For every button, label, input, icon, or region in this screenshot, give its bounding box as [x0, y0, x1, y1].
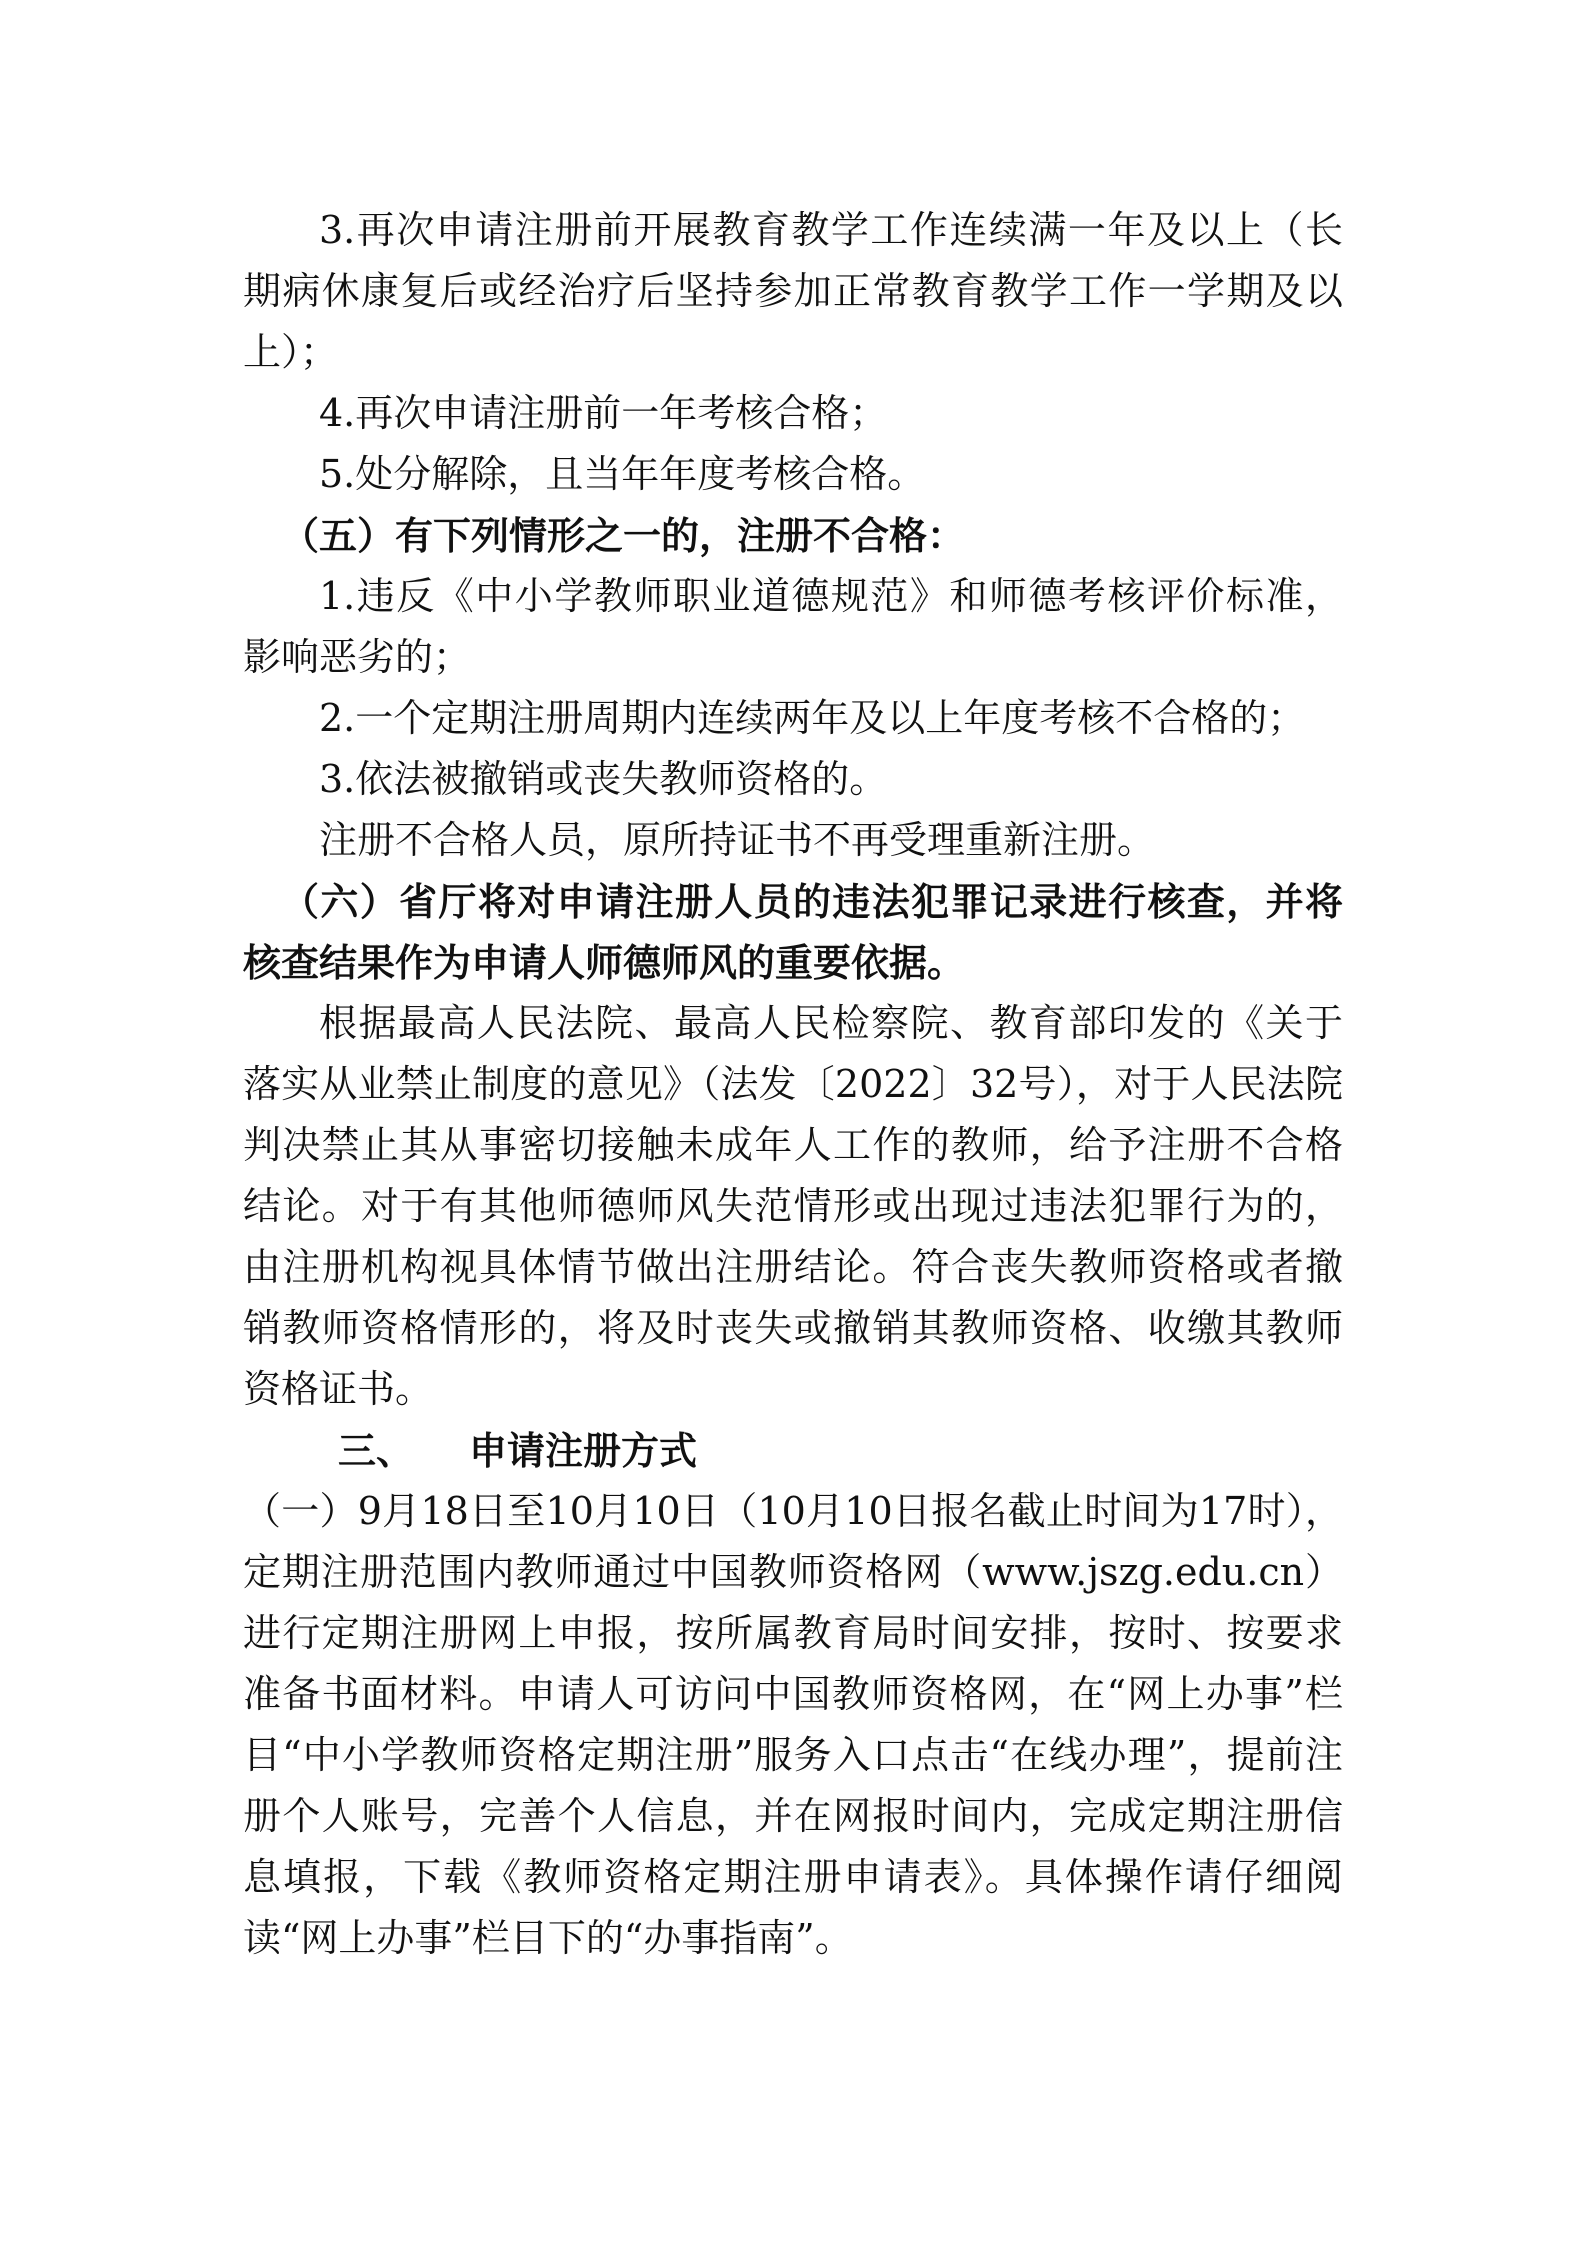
section-number: 三、 [338, 1428, 415, 1473]
paragraph-condition-3: 3.再次申请注册前开展教育教学工作连续满一年及以上（长期病休康复后或经治疗后坚持参加正常教育教学工作一学期及以上）； [243, 208, 1343, 374]
paragraph-condition-5: 5.处分解除，且当年年度考核合格。 [319, 452, 926, 496]
document-body [243, 200, 1343, 1969]
paragraph-condition-4: 4.再次申请注册前一年考核合格； [319, 391, 888, 435]
subheading-six: （六）省厅将对申请注册人员的违法犯罪记录进行核查，并将核查结果作为申请人师德师风的重要依据。 [243, 879, 1343, 985]
subheading-five: （五）有下列情形之一的，注册不合格： [281, 513, 966, 558]
paragraph-unqualified-note: 注册不合格人员，原所持证书不再受理重新注册。 [319, 818, 1156, 862]
paragraph-unqualified-3: 3.依法被撤销或丧失教师资格的。 [319, 757, 888, 801]
section-heading-three [243, 1420, 1343, 1481]
section-title: 申请注册方式 [469, 1428, 698, 1473]
paragraph-registration-method: （一）9月18日至10月10日（10月10日报名截止时间为17时），定期注册范围内教师通过中国教师资格网（www.jszg.edu.cn）进行定期注册网上申报，按所属教育局时间安排，按时、按要求准备书面材料。申请人可访问中国教师资格网，在“网上办事”栏目“中小学教师资格定期注册”服务入口点击“在线办理”，提前注册个人账号，完善个人信息，并在网报时间内，完成定期注册信息填报，下载《教师资格定期注册申请表》。具体操作请仔细阅读“网上办事”栏目下的“办事指南”。 [243, 1489, 1343, 1960]
paragraph-court-rules: 根据最高人民法院、最高人民检察院、教育部印发的《关于落实从业禁止制度的意见》（法发〔2022〕32号），对于人民法院判决禁止其从事密切接触未成年人工作的教师，给予注册不合格结论。对于有其他师德师风失范情形或出现过违法犯罪行为的，由注册机构视具体情节做出注册结论。符合丧失教师资格或者撤销教师资格情形的，将及时丧失或撤销其教师资格、收缴其教师资格证书。 [243, 1001, 1343, 1411]
paragraph-unqualified-1: 1.违反《中小学教师职业道德规范》和师德考核评价标准，影响恶劣的； [243, 574, 1343, 679]
paragraph-unqualified-2: 2.一个定期注册周期内连续两年及以上年度考核不合格的； [319, 696, 1306, 740]
